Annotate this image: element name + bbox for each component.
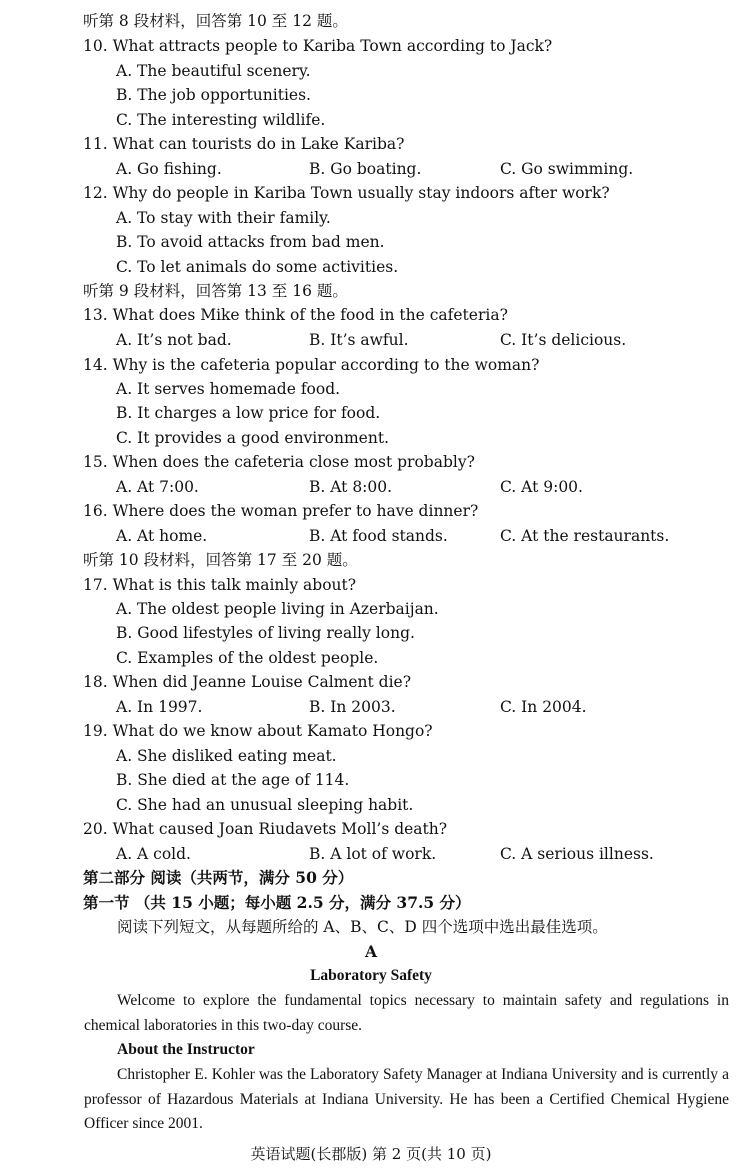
q16-option-b: B. At food stands. bbox=[309, 527, 448, 545]
q18-option-a: A. In 1997. bbox=[116, 698, 203, 716]
q13-option-a: A. It’s not bad. bbox=[116, 331, 232, 349]
page-footer: 英语试题(长郡版) 第 2 页(共 10 页) bbox=[250, 1145, 492, 1163]
q14-stem: 14. Why is the cafeteria popular according to the woman? bbox=[83, 356, 540, 374]
q14-option-c: C. It provides a good environment. bbox=[116, 429, 389, 447]
instructor-paragraph: Christopher E. Kohler was the Laboratory Safety Manager at Indiana University and is currently a professor of Hazardous Materials at Indiana University. He has been a Certified Chemical Hygiene Officer since 2001. bbox=[84, 1066, 729, 1132]
q10-option-b: B. The job opportunities. bbox=[116, 86, 311, 104]
q13-stem: 13. What does Mike think of the food in the cafeteria? bbox=[83, 306, 508, 324]
q17-option-b: B. Good lifestyles of living really long. bbox=[116, 624, 415, 642]
section8-header: 听第 8 段材料，回答第 10 至 12 题。 bbox=[83, 12, 348, 30]
reading-instruction: 阅读下列短文，从每题所给的 A、B、C、D 四个选项中选出最佳选项。 bbox=[117, 918, 608, 936]
q20-option-b: B. A lot of work. bbox=[309, 845, 437, 863]
q10-stem: 10. What attracts people to Kariba Town according to Jack? bbox=[83, 37, 553, 55]
passage-letter: A bbox=[364, 942, 378, 961]
q16-stem: 16. Where does the woman prefer to have dinner? bbox=[83, 502, 479, 520]
q13-option-c: C. It’s delicious. bbox=[500, 331, 627, 349]
q15-option-a: A. At 7:00. bbox=[116, 478, 199, 496]
q12-option-c: C. To let animals do some activities. bbox=[116, 258, 399, 276]
section1-title: 第一节 （共 15 小题；每小题 2.5 分，满分 37.5 分） bbox=[83, 893, 471, 912]
about-instructor-heading: About the Instructor bbox=[117, 1041, 255, 1058]
q13-option-b: B. It’s awful. bbox=[309, 331, 409, 349]
q19-stem: 19. What do we know about Kamato Hongo? bbox=[83, 722, 433, 740]
q12-option-b: B. To avoid attacks from bad men. bbox=[116, 233, 385, 251]
q15-option-c: C. At 9:00. bbox=[500, 478, 583, 496]
passage-title: Laboratory Safety bbox=[310, 967, 432, 984]
q15-option-b: B. At 8:00. bbox=[309, 478, 393, 496]
q11-option-c: C. Go swimming. bbox=[500, 160, 634, 178]
q11-option-a: A. Go fishing. bbox=[116, 160, 222, 178]
q14-option-b: B. It charges a low price for food. bbox=[116, 404, 381, 422]
q19-option-a: A. She disliked eating meat. bbox=[116, 747, 337, 765]
q16-option-a: A. At home. bbox=[116, 527, 208, 545]
q11-option-b: B. Go boating. bbox=[309, 160, 422, 178]
q17-stem: 17. What is this talk mainly about? bbox=[83, 576, 357, 594]
section10-header: 听第 10 段材料，回答第 17 至 20 题。 bbox=[83, 551, 358, 569]
section9-header: 听第 9 段材料，回答第 13 至 16 题。 bbox=[83, 282, 348, 300]
q20-option-c: C. A serious illness. bbox=[500, 845, 654, 863]
q19-option-c: C. She had an unusual sleeping habit. bbox=[116, 796, 414, 814]
q18-stem: 18. When did Jeanne Louise Calment die? bbox=[83, 673, 412, 691]
q15-stem: 15. When does the cafeteria close most probably? bbox=[83, 453, 475, 471]
q18-option-c: C. In 2004. bbox=[500, 698, 587, 716]
q16-option-c: C. At the restaurants. bbox=[500, 527, 670, 545]
q20-stem: 20. What caused Joan Riudavets Moll’s death? bbox=[83, 820, 448, 838]
passage-intro-paragraph: Welcome to explore the fundamental topics necessary to maintain safety and regulations in chemical laboratories in this two-day course. bbox=[84, 992, 729, 1034]
q12-stem: 12. Why do people in Kariba Town usually stay indoors after work? bbox=[83, 184, 610, 202]
q18-option-b: B. In 2003. bbox=[309, 698, 396, 716]
q17-option-a: A. The oldest people living in Azerbaijan. bbox=[116, 600, 439, 618]
q11-stem: 11. What can tourists do in Lake Kariba? bbox=[83, 135, 405, 153]
q10-option-c: C. The interesting wildlife. bbox=[116, 111, 326, 129]
q20-option-a: A. A cold. bbox=[116, 845, 191, 863]
q14-option-a: A. It serves homemade food. bbox=[116, 380, 341, 398]
q12-option-a: A. To stay with their family. bbox=[116, 209, 331, 227]
q17-option-c: C. Examples of the oldest people. bbox=[116, 649, 379, 667]
q19-option-b: B. She died at the age of 114. bbox=[116, 771, 350, 789]
part2-title: 第二部分 阅读（共两节，满分 50 分） bbox=[83, 868, 354, 887]
q10-option-a: A. The beautiful scenery. bbox=[116, 62, 311, 80]
